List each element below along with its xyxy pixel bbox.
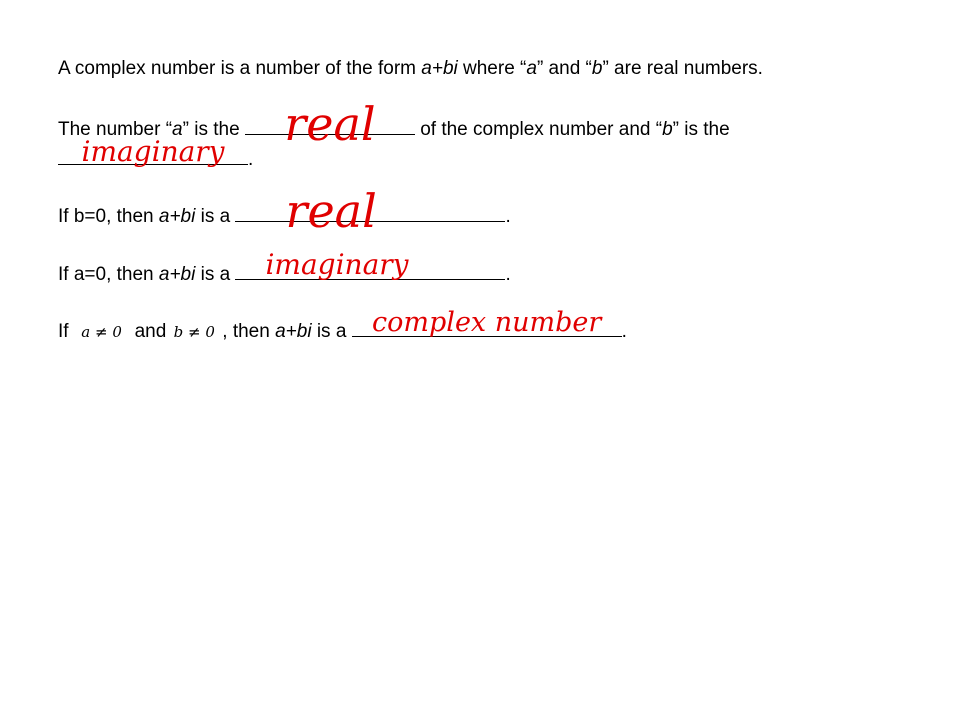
nonzero-sentence <box>58 307 627 344</box>
text-fragment: ” is the <box>672 119 730 140</box>
b-zero-sentence <box>58 184 511 238</box>
text-fragment: is a <box>311 321 352 342</box>
expression-a-plus-bi: a+bi <box>275 321 312 342</box>
text-fragment: . <box>248 149 254 170</box>
text-fragment: of the complex number and “ <box>414 119 663 140</box>
fill-in-blank <box>245 97 415 151</box>
text-fragment: is a <box>195 264 236 285</box>
imaginary-part-sentence <box>58 135 254 172</box>
fill-in-blank <box>235 184 505 238</box>
text-fragment: ” is the <box>182 119 245 140</box>
text-fragment: If a=0, then <box>58 264 159 285</box>
condition-b-not-zero: b ≠ 0 <box>173 323 215 341</box>
text-fragment: . <box>505 264 511 285</box>
handwritten-answer: complex number <box>372 307 602 338</box>
condition-a-not-zero: a ≠ 0 <box>81 323 122 341</box>
text-fragment: ” are real numbers. <box>602 58 763 79</box>
expression-a-plus-bi: a+bi <box>421 58 458 79</box>
variable-b: b <box>591 58 603 79</box>
text-fragment: and <box>134 321 167 342</box>
handwritten-answer: imaginary <box>81 135 225 168</box>
expression-a-plus-bi: a+bi <box>158 206 196 227</box>
text-fragment: . <box>621 321 627 342</box>
text-fragment: where “ <box>457 58 527 79</box>
variable-a: a <box>526 58 537 79</box>
text-fragment: , then <box>222 321 276 342</box>
text-fragment: If <box>58 321 69 342</box>
handwritten-answer: imaginary <box>265 248 409 281</box>
fill-in-blank <box>352 307 622 338</box>
handwritten-answer: real <box>284 97 376 151</box>
text-fragment: is a <box>195 206 236 227</box>
text-fragment: . <box>505 206 511 227</box>
text-fragment: If b=0, then <box>58 206 159 227</box>
handwritten-answer: real <box>285 184 377 238</box>
text-fragment: The number “ <box>58 119 173 140</box>
a-zero-sentence <box>58 248 511 287</box>
variable-a: a <box>172 119 183 140</box>
definition-sentence <box>58 57 763 81</box>
text-fragment: A complex number is a number of the form <box>58 58 422 79</box>
text-fragment: ” and “ <box>536 58 592 79</box>
fill-in-blank <box>58 135 248 168</box>
variable-b: b <box>662 119 673 140</box>
fill-in-blank <box>235 248 505 281</box>
expression-a-plus-bi: a+bi <box>158 264 196 285</box>
